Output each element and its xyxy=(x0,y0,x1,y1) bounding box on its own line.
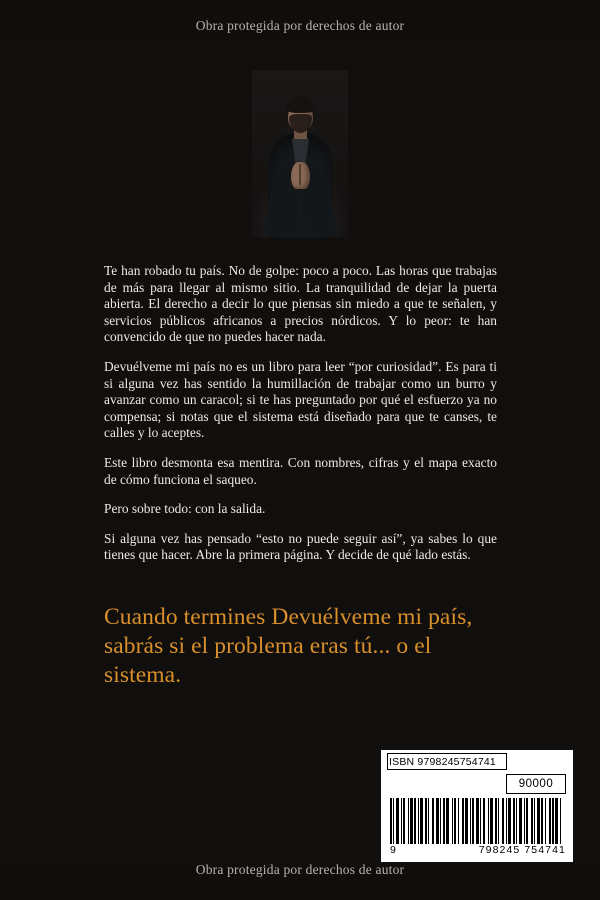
barcode-bars xyxy=(390,798,566,844)
copyright-watermark-top: Obra protegida por derechos de autor xyxy=(195,18,405,33)
price-code-frame xyxy=(506,774,566,794)
blurb-paragraph: Si alguna vez has pensado “esto no puede seguir así”, ya sabes lo que tienes que hacer. Abre la primera página. Y decide de qué lado estás. xyxy=(104,530,497,563)
blurb-paragraph: Este libro desmonta esa mentira. Con nombres, cifras y el mapa exacto de cómo funciona el saqueo. xyxy=(104,454,497,487)
barcode-digits xyxy=(390,844,566,856)
isbn-label: ISBN 9798245754741 xyxy=(389,756,496,768)
blurb-paragraph: Pero sobre todo: con la salida. xyxy=(104,501,266,517)
author-portrait-image xyxy=(252,70,348,238)
portrait-hair xyxy=(286,96,315,113)
barcode-digit-main: 798245 754741 xyxy=(478,844,566,856)
price-code: 90000 xyxy=(518,778,554,790)
barcode-digit-prefix: 9 xyxy=(390,844,397,856)
blurb-text xyxy=(104,263,497,564)
copyright-watermark-bottom: Obra protegida por derechos de autor xyxy=(195,862,405,877)
portrait-hands xyxy=(291,162,310,189)
back-cover-artwork xyxy=(0,38,600,868)
blurb-paragraph: Te han robado tu país. No de golpe: poco a poco. Las horas que trabajas de más para llegar al mismo sitio. La tranquilidad de dejar la puerta abierta. El derecho a decir lo que piensas sin miedo a que te señalen, y servicios públicos africanos a precios nórdicos. Y lo peor: te han convencido de que no puedes hacer nada. xyxy=(104,263,497,345)
author-portrait xyxy=(252,70,348,238)
isbn-barcode-block xyxy=(381,750,573,862)
blurb-paragraph: Devuélveme mi país no es un libro para leer “por curiosidad”. Es para ti si alguna vez has sentido la humillación de trabajar como un burro y avanzar como un caracol; si te has preguntado por qué el esfuerzo ya no compensa; si notas que el sistema está diseñado para que te canses, te calles y lo aceptes. xyxy=(104,358,497,441)
portrait-beard xyxy=(289,114,312,133)
closing-statement: Cuando termines Devuélveme mi país, sabrás si el problema eras tú... o el sistema. xyxy=(104,604,473,688)
